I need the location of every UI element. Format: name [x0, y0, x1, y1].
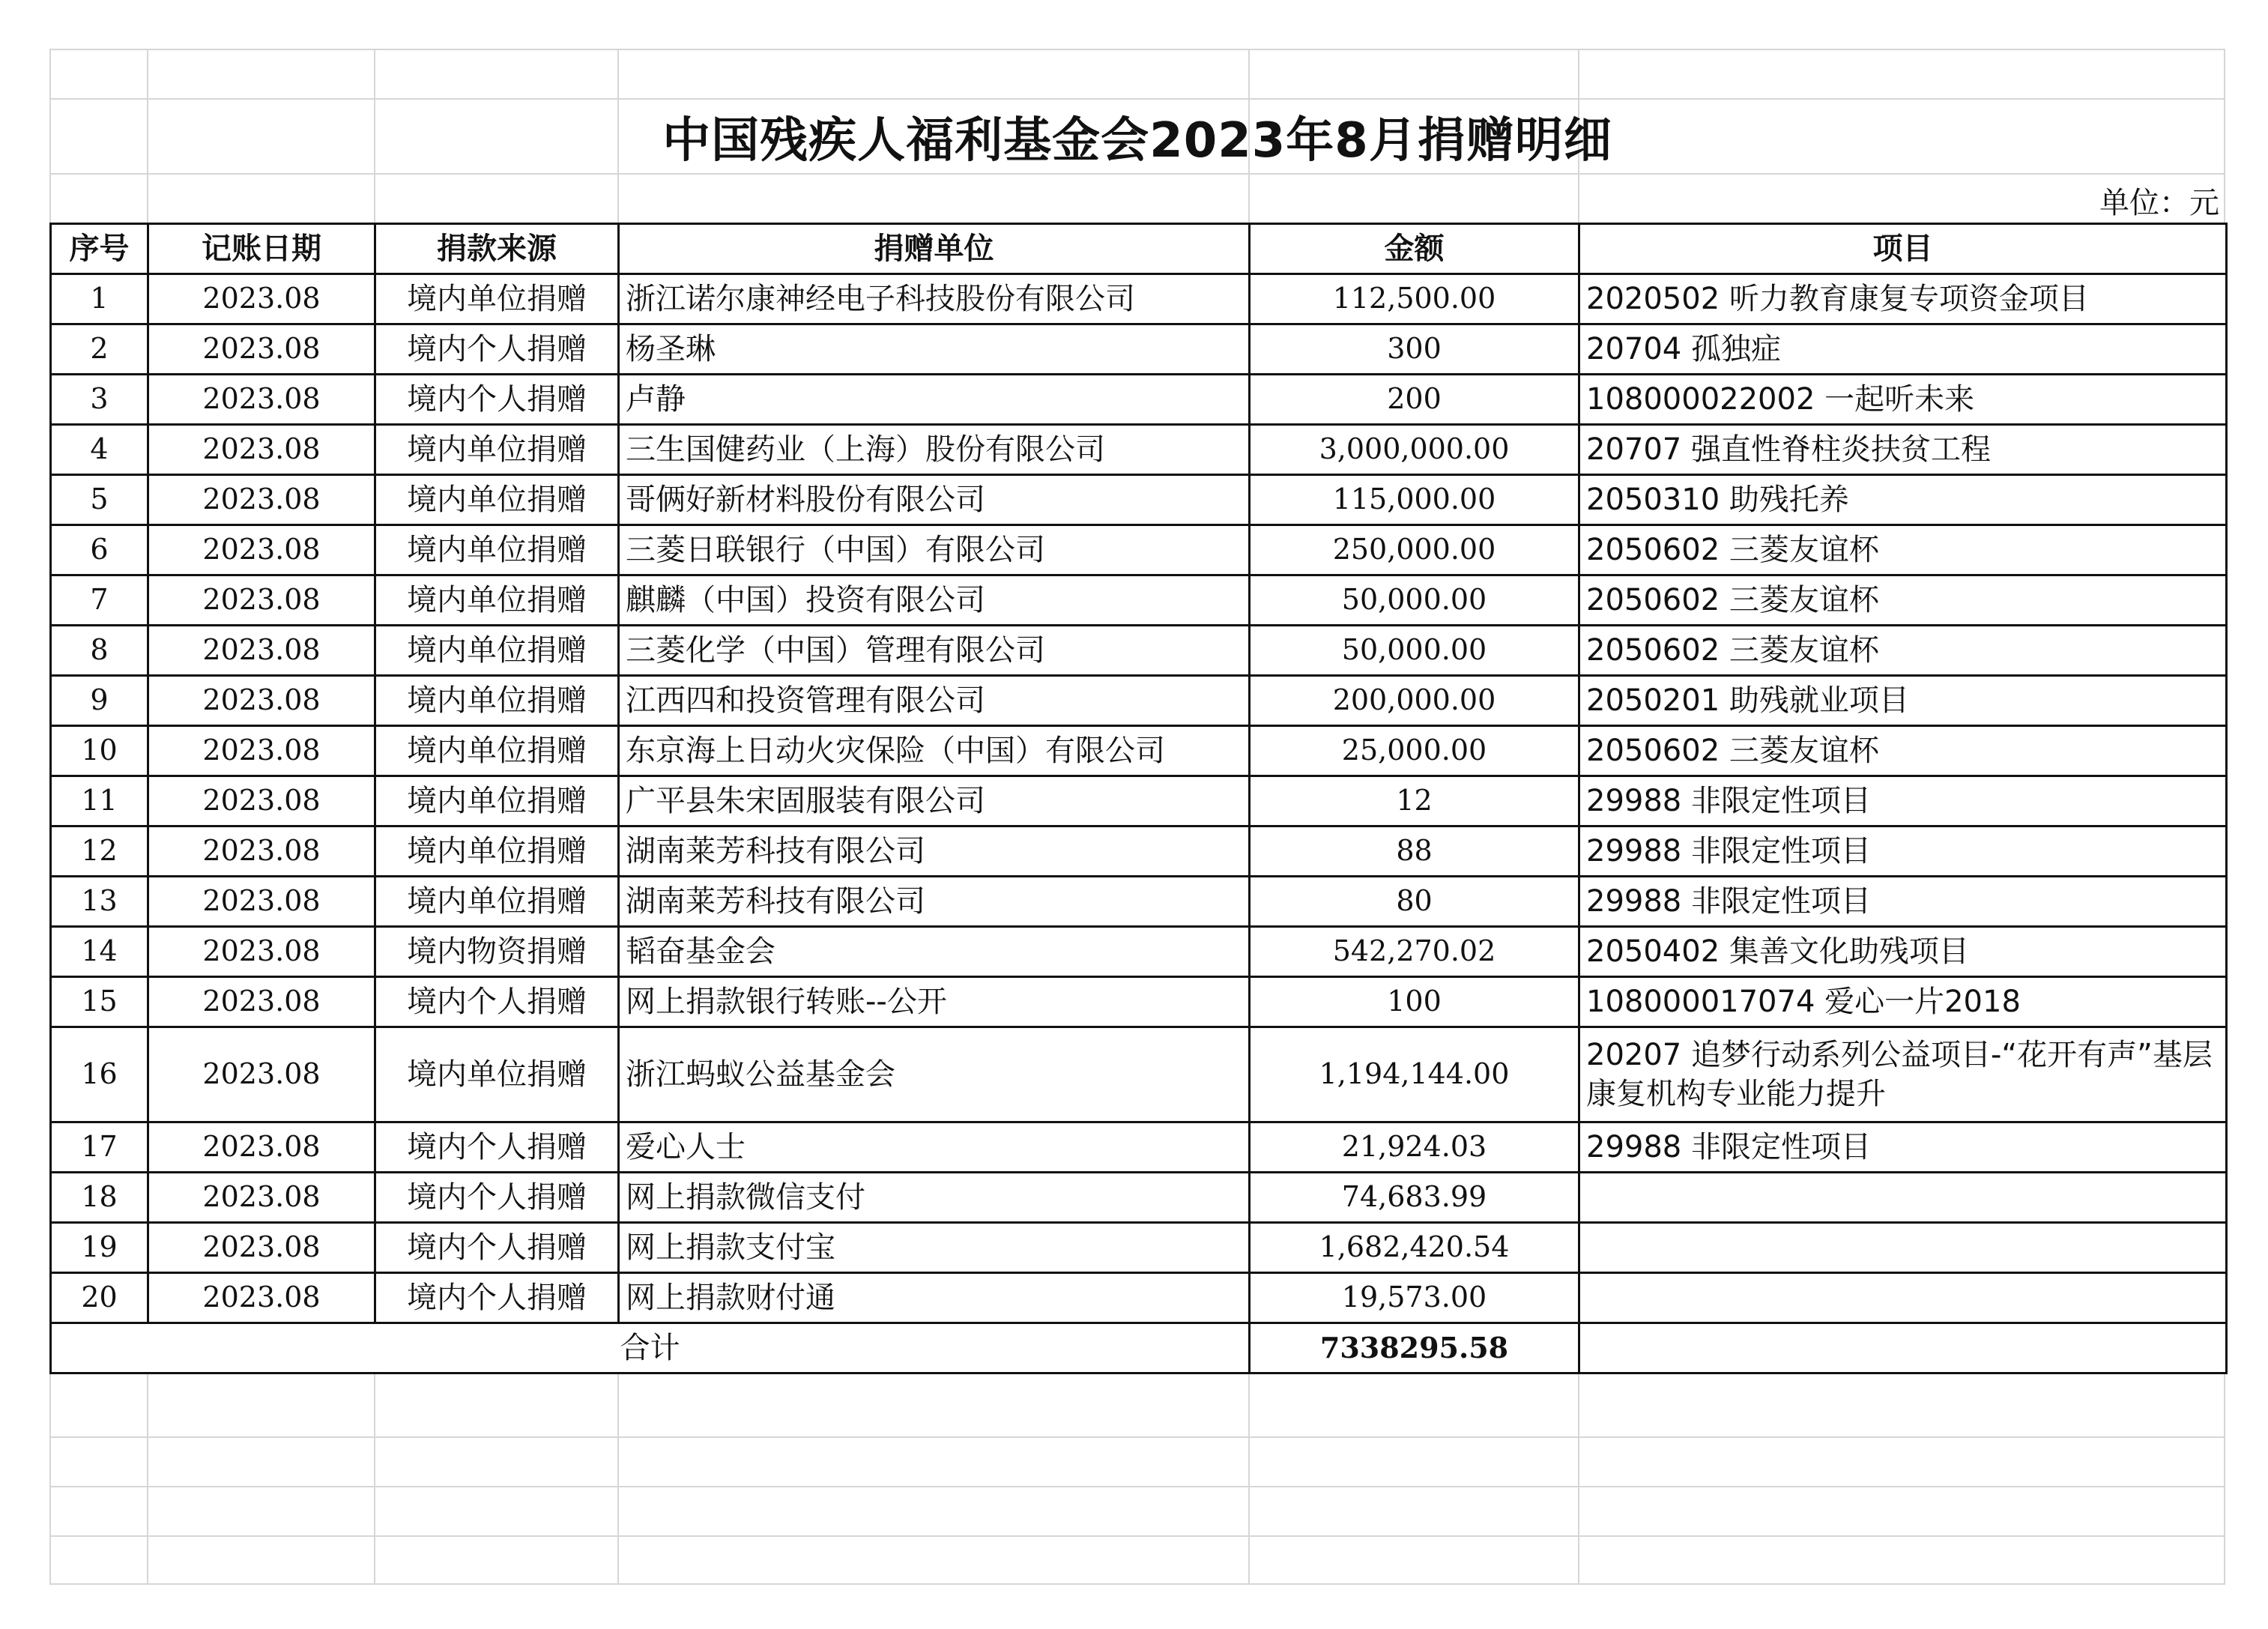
table-row [51, 575, 2227, 626]
cell-source[interactable]: 境内单位捐赠 [375, 475, 619, 525]
cell-project[interactable]: 2050201 助残就业项目 [1579, 676, 2227, 726]
table-row [51, 525, 2227, 575]
cell-date[interactable]: 2023.08 [148, 375, 375, 425]
cell-donor[interactable]: 湖南莱芳科技有限公司 [619, 826, 1250, 877]
cell-no[interactable]: 8 [51, 626, 148, 676]
cell-donor[interactable]: 哥俩好新材料股份有限公司 [619, 475, 1250, 525]
table-row [51, 274, 2227, 324]
table-row [51, 877, 2227, 927]
column-header-project[interactable]: 项目 [1579, 224, 2227, 274]
cell-donor[interactable]: 湖南莱芳科技有限公司 [619, 877, 1250, 927]
cell-date[interactable]: 2023.08 [148, 475, 375, 525]
grid-line [49, 1436, 2225, 1438]
cell-source[interactable]: 境内单位捐赠 [375, 575, 619, 626]
cell-no[interactable]: 3 [51, 375, 148, 425]
cell-date[interactable]: 2023.08 [148, 1173, 375, 1223]
cell-no[interactable]: 6 [51, 525, 148, 575]
table-row [51, 1273, 2227, 1323]
cell-source[interactable]: 境内个人捐赠 [375, 977, 619, 1027]
cell-no[interactable]: 16 [51, 1027, 148, 1122]
cell-project[interactable]: 2050602 三菱友谊杯 [1579, 626, 2227, 676]
cell-project[interactable]: 108000022002 一起听未来 [1579, 375, 2227, 425]
grid-line [49, 1583, 2225, 1585]
cell-no[interactable]: 11 [51, 776, 148, 826]
cell-no[interactable]: 4 [51, 425, 148, 475]
cell-donor[interactable]: 三菱化学（中国）管理有限公司 [619, 626, 1250, 676]
cell-amount[interactable]: 88 [1250, 826, 1579, 877]
table-row [51, 1122, 2227, 1173]
cell-project[interactable]: 2020502 听力教育康复专项资金项目 [1579, 274, 2227, 324]
cell-project[interactable]: 20707 强直性脊柱炎扶贫工程 [1579, 425, 2227, 475]
cell-amount[interactable]: 80 [1250, 877, 1579, 927]
cell-donor[interactable]: 江西四和投资管理有限公司 [619, 676, 1250, 726]
cell-donor[interactable]: 网上捐款微信支付 [619, 1173, 1250, 1223]
cell-amount[interactable]: 19,573.00 [1250, 1273, 1579, 1323]
cell-date[interactable]: 2023.08 [148, 575, 375, 626]
cell-no[interactable]: 14 [51, 927, 148, 977]
cell-amount[interactable]: 115,000.00 [1250, 475, 1579, 525]
unit-label: 单位：元 [2099, 185, 2219, 220]
cell-project[interactable]: 20207 追梦行动系列公益项目-“花开有声”基层康复机构专业能力提升 [1579, 1027, 2227, 1122]
cell-date[interactable]: 2023.08 [148, 274, 375, 324]
grid-line [49, 1486, 2225, 1487]
cell-donor[interactable]: 浙江蚂蚁公益基金会 [619, 1027, 1250, 1122]
cell-project[interactable]: 29988 非限定性项目 [1579, 776, 2227, 826]
cell-source[interactable]: 境内单位捐赠 [375, 1027, 619, 1122]
table-row [51, 1223, 2227, 1273]
cell-amount[interactable]: 200,000.00 [1250, 676, 1579, 726]
sheet-title: 中国残疾人福利基金会2023年8月捐赠明细 [662, 113, 1612, 169]
cell-project[interactable]: 2050602 三菱友谊杯 [1579, 726, 2227, 776]
cell-date[interactable]: 2023.08 [148, 1122, 375, 1173]
cell-amount[interactable]: 25,000.00 [1250, 726, 1579, 776]
cell-no[interactable]: 1 [51, 274, 148, 324]
cell-amount[interactable]: 50,000.00 [1250, 575, 1579, 626]
cell-no[interactable]: 18 [51, 1173, 148, 1223]
grid-line [49, 49, 2225, 50]
cell-project[interactable] [1579, 1273, 2227, 1323]
cell-donor[interactable]: 网上捐款银行转账--公开 [619, 977, 1250, 1027]
cell-donor[interactable]: 网上捐款支付宝 [619, 1223, 1250, 1273]
cell-date[interactable]: 2023.08 [148, 425, 375, 475]
cell-no[interactable]: 9 [51, 676, 148, 726]
grid-line [49, 173, 2225, 175]
cell-date[interactable]: 2023.08 [148, 877, 375, 927]
cell-amount[interactable]: 250,000.00 [1250, 525, 1579, 575]
cell-no[interactable]: 2 [51, 324, 148, 375]
table-row [51, 425, 2227, 475]
donation-table [49, 223, 2228, 1374]
cell-donor[interactable]: 东京海上日动火灾保险（中国）有限公司 [619, 726, 1250, 776]
cell-no[interactable]: 17 [51, 1122, 148, 1173]
cell-no[interactable]: 5 [51, 475, 148, 525]
cell-date[interactable]: 2023.08 [148, 826, 375, 877]
cell-source[interactable]: 境内个人捐赠 [375, 1122, 619, 1173]
cell-source[interactable]: 境内单位捐赠 [375, 877, 619, 927]
cell-date[interactable]: 2023.08 [148, 626, 375, 676]
table-body [51, 274, 2227, 1323]
cell-project[interactable]: 2050402 集善文化助残项目 [1579, 927, 2227, 977]
cell-source[interactable]: 境内单位捐赠 [375, 274, 619, 324]
cell-project[interactable]: 2050310 助残托养 [1579, 475, 2227, 525]
cell-source[interactable]: 境内个人捐赠 [375, 1273, 619, 1323]
cell-donor[interactable]: 爱心人士 [619, 1122, 1250, 1173]
cell-amount[interactable]: 50,000.00 [1250, 626, 1579, 676]
table-row [51, 726, 2227, 776]
cell-date[interactable]: 2023.08 [148, 927, 375, 977]
cell-amount[interactable]: 1,194,144.00 [1250, 1027, 1579, 1122]
table-row [51, 676, 2227, 726]
cell-source[interactable]: 境内单位捐赠 [375, 525, 619, 575]
grid-line [49, 1535, 2225, 1537]
cell-donor[interactable]: 三生国健药业（上海）股份有限公司 [619, 425, 1250, 475]
cell-donor[interactable]: 麒麟（中国）投资有限公司 [619, 575, 1250, 626]
cell-project[interactable] [1579, 1173, 2227, 1223]
cell-date[interactable]: 2023.08 [148, 726, 375, 776]
cell-amount[interactable]: 12 [1250, 776, 1579, 826]
table-row [51, 927, 2227, 977]
cell-no[interactable]: 13 [51, 877, 148, 927]
total-project-cell[interactable] [1579, 1323, 2227, 1373]
spreadsheet-grid [49, 49, 2225, 1585]
cell-no[interactable]: 7 [51, 575, 148, 626]
cell-no[interactable]: 20 [51, 1273, 148, 1323]
cell-amount[interactable]: 3,000,000.00 [1250, 425, 1579, 475]
cell-donor[interactable]: 广平县朱宋固服装有限公司 [619, 776, 1250, 826]
table-row [51, 1027, 2227, 1122]
cell-amount[interactable]: 542,270.02 [1250, 927, 1579, 977]
table-row [51, 826, 2227, 877]
cell-date[interactable]: 2023.08 [148, 1273, 375, 1323]
cell-source[interactable]: 境内单位捐赠 [375, 425, 619, 475]
cell-date[interactable]: 2023.08 [148, 525, 375, 575]
cell-source[interactable]: 境内单位捐赠 [375, 776, 619, 826]
table-row [51, 324, 2227, 375]
cell-date[interactable]: 2023.08 [148, 324, 375, 375]
column-header-donor[interactable]: 捐赠单位 [619, 224, 1250, 274]
cell-project[interactable]: 20704 孤独症 [1579, 324, 2227, 375]
cell-source[interactable]: 境内个人捐赠 [375, 375, 619, 425]
cell-date[interactable]: 2023.08 [148, 676, 375, 726]
cell-project[interactable]: 29988 非限定性项目 [1579, 1122, 2227, 1173]
cell-project[interactable] [1579, 1223, 2227, 1273]
cell-source[interactable]: 境内单位捐赠 [375, 626, 619, 676]
cell-no[interactable]: 19 [51, 1223, 148, 1273]
cell-source[interactable]: 境内单位捐赠 [375, 726, 619, 776]
cell-date[interactable]: 2023.08 [148, 776, 375, 826]
table-row [51, 776, 2227, 826]
total-label[interactable]: 合计 [51, 1323, 1250, 1373]
cell-source[interactable]: 境内单位捐赠 [375, 826, 619, 877]
cell-date[interactable]: 2023.08 [148, 977, 375, 1027]
cell-no[interactable]: 10 [51, 726, 148, 776]
cell-project[interactable]: 29988 非限定性项目 [1579, 877, 2227, 927]
column-header-source[interactable]: 捐款来源 [375, 224, 619, 274]
table-row [51, 626, 2227, 676]
cell-donor[interactable]: 三菱日联银行（中国）有限公司 [619, 525, 1250, 575]
cell-donor[interactable]: 浙江诺尔康神经电子科技股份有限公司 [619, 274, 1250, 324]
cell-amount[interactable]: 100 [1250, 977, 1579, 1027]
table-row [51, 475, 2227, 525]
column-header-amount[interactable]: 金额 [1250, 224, 1579, 274]
cell-date[interactable]: 2023.08 [148, 1027, 375, 1122]
cell-project[interactable]: 2050602 三菱友谊杯 [1579, 575, 2227, 626]
table-row [51, 1173, 2227, 1223]
table-row [51, 977, 2227, 1027]
cell-amount[interactable]: 300 [1250, 324, 1579, 375]
cell-amount[interactable]: 74,683.99 [1250, 1173, 1579, 1223]
cell-source[interactable]: 境内个人捐赠 [375, 324, 619, 375]
cell-donor[interactable]: 网上捐款财付通 [619, 1273, 1250, 1323]
header-row [51, 224, 2227, 274]
column-header-no[interactable]: 序号 [51, 224, 148, 274]
cell-amount[interactable]: 21,924.03 [1250, 1122, 1579, 1173]
cell-no[interactable]: 15 [51, 977, 148, 1027]
table-row [51, 375, 2227, 425]
cell-no[interactable]: 12 [51, 826, 148, 877]
cell-source[interactable]: 境内物资捐赠 [375, 927, 619, 977]
total-row [51, 1323, 2227, 1373]
cell-amount[interactable]: 112,500.00 [1250, 274, 1579, 324]
cell-date[interactable]: 2023.08 [148, 1223, 375, 1273]
cell-source[interactable]: 境内个人捐赠 [375, 1173, 619, 1223]
cell-project[interactable]: 29988 非限定性项目 [1579, 826, 2227, 877]
column-header-date[interactable]: 记账日期 [148, 224, 375, 274]
cell-donor[interactable]: 卢静 [619, 375, 1250, 425]
cell-amount[interactable]: 1,682,420.54 [1250, 1223, 1579, 1273]
cell-donor[interactable]: 杨圣琳 [619, 324, 1250, 375]
cell-amount[interactable]: 200 [1250, 375, 1579, 425]
total-amount[interactable]: 7338295.58 [1250, 1323, 1579, 1373]
cell-source[interactable]: 境内个人捐赠 [375, 1223, 619, 1273]
cell-donor[interactable]: 韬奋基金会 [619, 927, 1250, 977]
cell-source[interactable]: 境内单位捐赠 [375, 676, 619, 726]
cell-project[interactable]: 2050602 三菱友谊杯 [1579, 525, 2227, 575]
cell-project[interactable]: 108000017074 爱心一片2018 [1579, 977, 2227, 1027]
